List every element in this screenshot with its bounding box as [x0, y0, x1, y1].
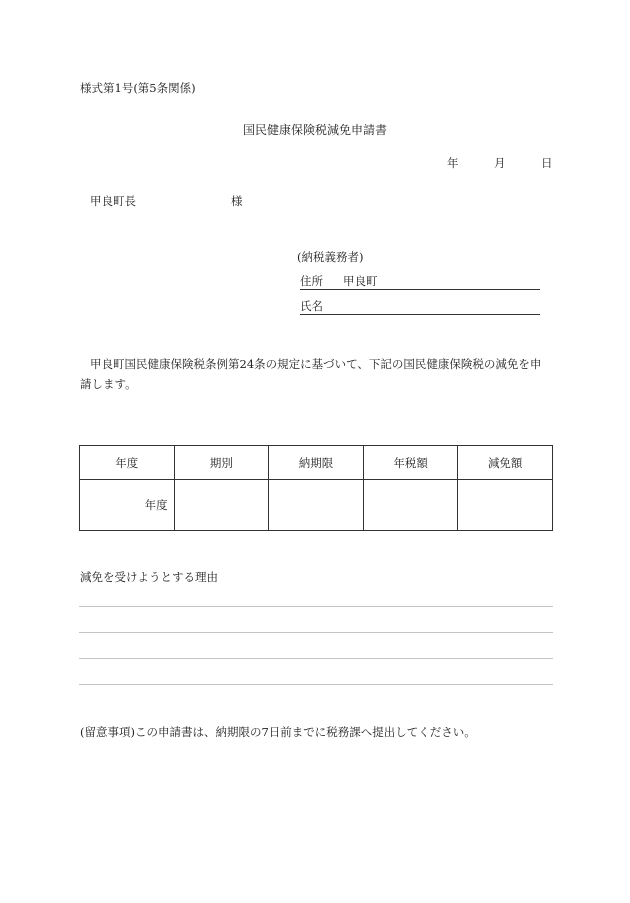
header-period: 期別 [174, 446, 269, 480]
header-fiscal-year: 年度 [80, 446, 175, 480]
reason-label: 減免を受けようとする理由 [80, 570, 218, 584]
reason-line[interactable] [79, 632, 553, 633]
address-field[interactable] [300, 273, 540, 290]
table-header-row [80, 446, 553, 480]
address-value: 甲良町 [343, 274, 378, 288]
date-day-label: 日 [541, 156, 553, 170]
body-text: 甲良町国民健康保険税条例第24条の規定に基づいて、下記の国民健康保険税の減免を申請します。 [80, 357, 542, 391]
addressee-name: 甲良町長 [90, 194, 136, 208]
date-month-label: 月 [494, 156, 506, 170]
cell-due-date[interactable] [269, 480, 364, 531]
cell-annual-tax[interactable] [363, 480, 458, 531]
cell-exemption-amount[interactable] [458, 480, 553, 531]
form-number: 様式第1号(第5条関係) [80, 81, 196, 95]
header-annual-tax: 年税額 [363, 446, 458, 480]
table-row [80, 480, 553, 531]
date-year-label: 年 [447, 156, 459, 170]
reason-line[interactable] [79, 684, 553, 685]
notice-text: (留意事項)この申請書は、納期限の7日前までに税務課へ提出してください。 [80, 725, 476, 739]
address-label: 住所 [300, 274, 323, 288]
cell-fiscal-year[interactable]: 年度 [80, 480, 175, 531]
tax-table [79, 445, 553, 531]
addressee-honorific: 様 [231, 194, 243, 208]
name-field[interactable] [300, 298, 540, 315]
header-exemption-amount: 減免額 [458, 446, 553, 480]
taxpayer-heading: (納税義務者) [297, 250, 364, 264]
reason-line[interactable] [79, 658, 553, 659]
cell-period[interactable] [174, 480, 269, 531]
name-label: 氏名 [300, 299, 323, 313]
header-due-date: 納期限 [269, 446, 364, 480]
reason-line[interactable] [79, 606, 553, 607]
document-title: 国民健康保険税減免申請書 [242, 123, 387, 137]
